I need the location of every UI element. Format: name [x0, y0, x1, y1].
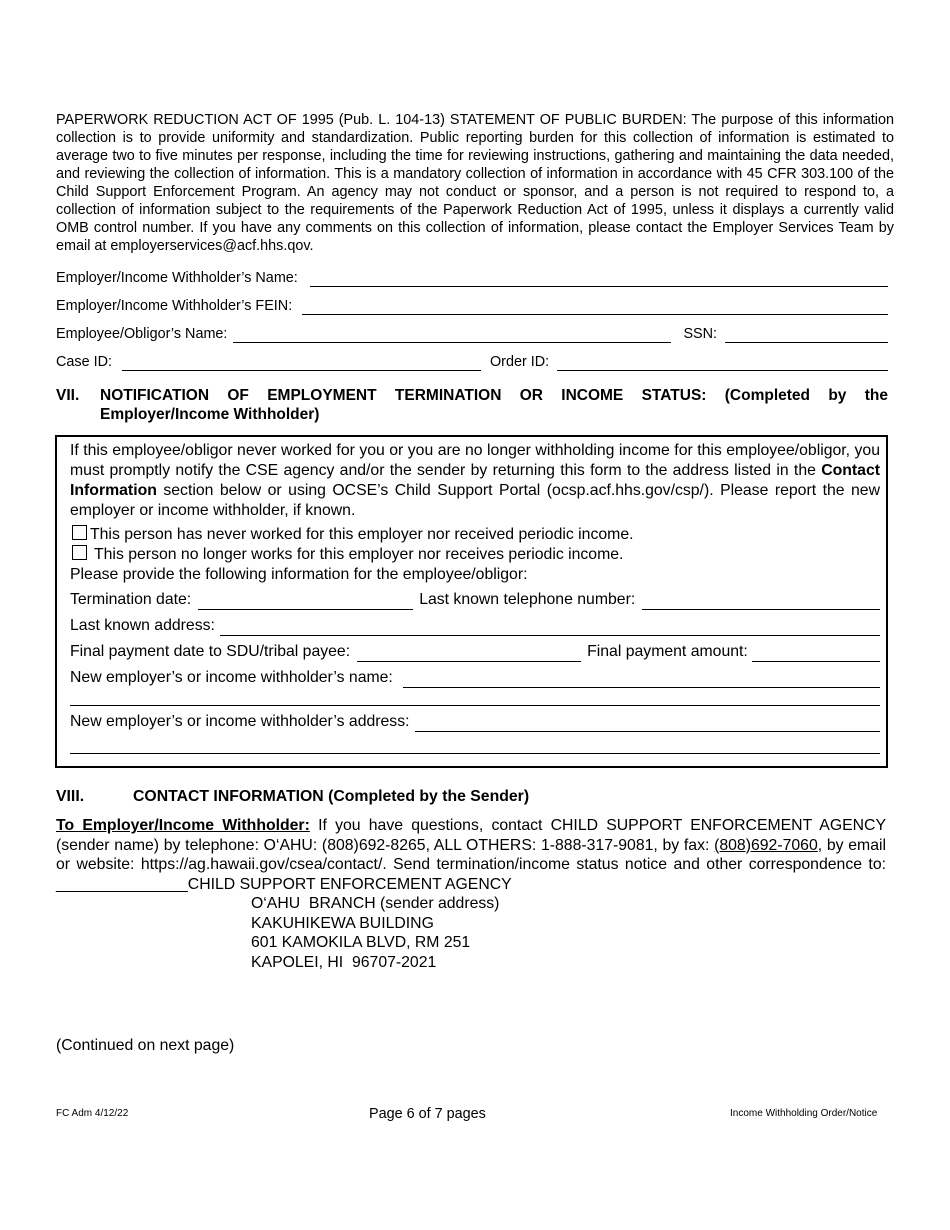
section7-number: VII. — [56, 387, 80, 404]
final-payment-date-field[interactable] — [357, 647, 581, 662]
address-line: KAPOLEI, HI 96707-2021 — [251, 953, 437, 971]
case-id-field[interactable] — [122, 356, 481, 371]
section7-title: NOTIFICATION OF EMPLOYMENT TERMINATION OR INCOME STATUS: (Completed by the Employer/Income Withholder) — [100, 387, 888, 423]
footer-form-id: FC Adm 4/12/22 — [56, 1108, 129, 1119]
new-employer-name-row — [70, 668, 880, 688]
new-employer-name-label: New employer’s or income withholder’s name: — [70, 669, 393, 686]
ssn-field[interactable] — [725, 328, 888, 343]
order-id-label: Order ID: — [489, 354, 550, 370]
new-employer-address-row — [70, 712, 880, 732]
address-line: 601 KAMOKILA BLVD, RM 251 — [251, 934, 471, 952]
burden-statement: PAPERWORK REDUCTION ACT OF 1995 (Pub. L. 104-13) STATEMENT OF PUBLIC BURDEN: The purpose of this information collection is to provide uniformity and standardization. Public reporting burden for this collection of information is estimated to average two to five minutes per response, including the time for reviewing instructions, gathering and maintaining the data needed, and reviewing the collection of information. This is a mandatory collection of information in accordance with 45 CFR 303.100 of the Child Support Enforcement Program. An agency may not conduct or sponsor, and a person is not required to respond to, a collection of information subject to the requirements of the Paperwork Reduction Act of 1995, unless it displays a currently valid OMB control number. If you have any comments on this collection of information, please contact the Employer Services Team by email at employerservices@acf.hhs.qov. — [56, 112, 894, 254]
never-worked-label: This person has never worked for this employer nor received periodic income. — [90, 526, 634, 543]
last-phone-label: Last known telephone number: — [419, 591, 636, 608]
checkbox-row-no-longer — [72, 545, 623, 565]
final-payment-date-label: Final payment date to SDU/tribal payee: — [70, 643, 351, 660]
new-employer-address-label: New employer’s or income withholder’s address: — [70, 713, 410, 730]
new-employer-address-extra-line[interactable] — [70, 753, 880, 754]
employer-fein-field[interactable] — [302, 300, 888, 315]
provide-info-text: Please provide the following information for the employee/obligor: — [70, 566, 528, 583]
address-line: O‘AHU BRANCH (sender address) — [251, 895, 500, 912]
intro-text-1: If this employee/obligor never worked for you or you are no longer withholding income for this employee/obligor, you must promptly notify the CSE agency and/or the sender by returning this form to the address listed in the — [70, 442, 880, 479]
to-employer-label: To Employer/Income Withholder: — [56, 817, 310, 834]
termination-phone-row — [70, 590, 880, 610]
footer-page-number: Page 6 of 7 pages — [369, 1106, 486, 1122]
employer-name-label: Employer/Income Withholder’s Name: — [56, 270, 298, 286]
employer-fein-label: Employer/Income Withholder’s FEIN: — [56, 298, 293, 314]
order-id-field[interactable] — [557, 356, 888, 371]
last-address-field[interactable] — [220, 621, 880, 636]
no-longer-works-checkbox[interactable] — [72, 545, 87, 560]
employer-name-row — [56, 269, 888, 287]
no-longer-works-label: This person no longer works for this employer nor receives periodic income. — [94, 546, 624, 563]
termination-intro — [70, 441, 880, 521]
termination-date-label: Termination date: — [70, 591, 192, 608]
new-employer-address-field[interactable] — [415, 717, 881, 732]
employee-name-row — [56, 325, 888, 343]
intro-text-2: section below or using OCSE’s Child Support Portal (ocsp.acf.hhs.gov/csp/). Please report the new employer or income withholder, if known. — [70, 482, 880, 519]
section8-title: CONTACT INFORMATION (Completed by the Sender) — [133, 788, 530, 805]
termination-date-field[interactable] — [198, 595, 413, 610]
agency-name: CHILD SUPPORT ENFORCEMENT AGENCY — [187, 875, 512, 893]
new-employer-name-field[interactable] — [403, 673, 880, 688]
section8-heading — [56, 788, 530, 806]
final-payment-amount-field[interactable] — [752, 647, 880, 662]
sender-address — [251, 894, 499, 972]
employee-name-field[interactable] — [233, 328, 671, 343]
intro-bold: Contact Information — [70, 462, 880, 499]
last-address-label: Last known address: — [70, 617, 215, 634]
footer-form-title: Income Withholding Order/Notice — [730, 1108, 878, 1119]
section8-number: VIII. — [56, 788, 85, 805]
case-order-row — [56, 353, 888, 371]
last-phone-field[interactable] — [642, 595, 880, 610]
ssn-label: SSN: — [683, 326, 718, 342]
continued-note: (Continued on next page) — [56, 1037, 235, 1054]
final-payment-row — [70, 642, 880, 662]
new-employer-name-extra-line[interactable] — [70, 705, 880, 706]
address-line: KAKUHIKEWA BUILDING — [251, 914, 434, 932]
contact-paragraph — [56, 816, 886, 894]
contact-text-1: If you have questions, contact CHILD SUPPORT ENFORCEMENT AGENCY (sender name) by telephone: O‘AHU: (808)692-8265, ALL OTHERS: 1-888-317-9081, by fax: — [56, 817, 887, 854]
employer-fein-row — [56, 297, 888, 315]
employer-name-field[interactable] — [310, 272, 888, 287]
final-payment-amount-label: Final payment amount: — [587, 643, 748, 660]
correspondence-blank: _______________ — [56, 875, 188, 893]
case-id-label: Case ID: — [56, 354, 112, 370]
employee-name-label: Employee/Obligor’s Name: — [56, 326, 228, 342]
fax-number: (808)692-7060 — [714, 836, 818, 854]
never-worked-checkbox[interactable] — [72, 525, 87, 540]
last-address-row — [70, 616, 880, 636]
checkbox-row-never-worked — [72, 525, 634, 545]
contact-text-2: , by email or website: https://ag.hawaii.gov/csea/contact/. Send termination/income status notice and other correspondence to: — [56, 836, 886, 874]
